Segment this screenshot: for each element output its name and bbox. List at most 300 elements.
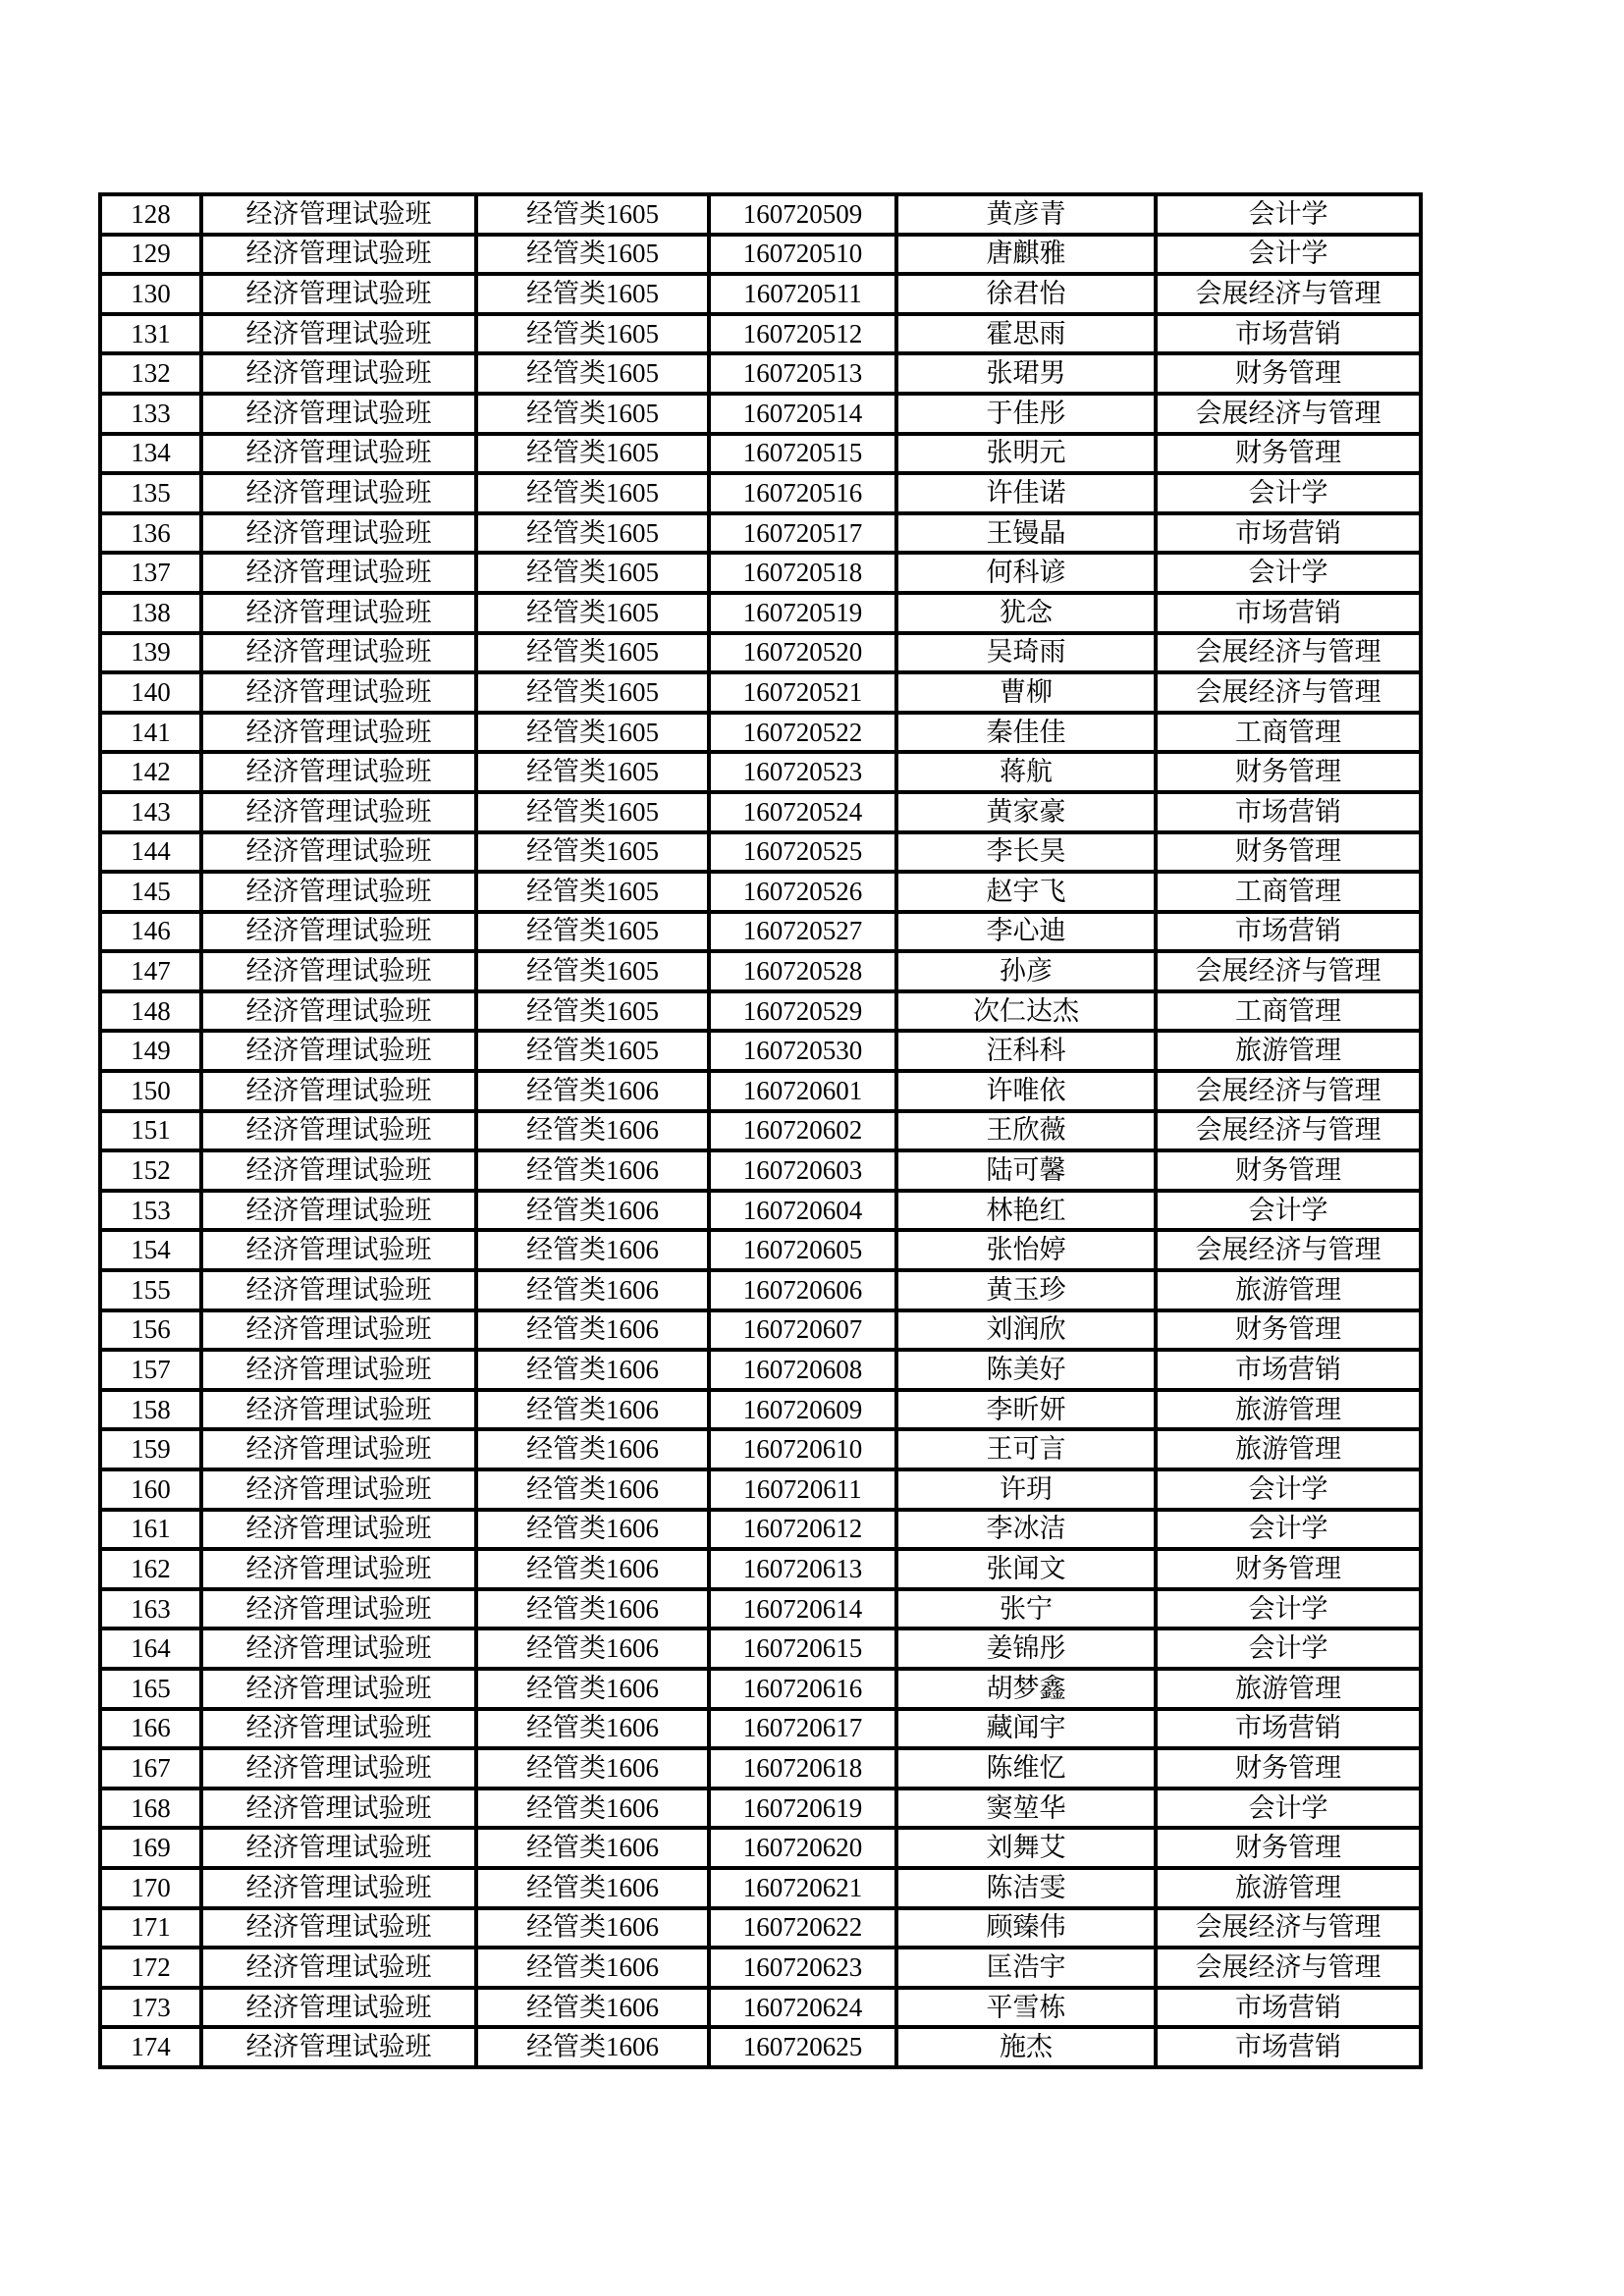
program-cell: 经济管理试验班 xyxy=(201,513,476,554)
student-name-cell: 霍思雨 xyxy=(896,314,1156,354)
table-row xyxy=(100,513,1421,554)
student-name-cell: 王欣薇 xyxy=(896,1111,1156,1151)
student-name-cell: 张宁 xyxy=(896,1589,1156,1629)
table-row xyxy=(100,752,1421,792)
student-name-cell: 张珺男 xyxy=(896,353,1156,394)
student-id-cell: 160720621 xyxy=(709,1868,896,1908)
major-cell: 工商管理 xyxy=(1156,713,1421,753)
table-row xyxy=(100,1510,1421,1550)
program-cell: 经济管理试验班 xyxy=(201,1948,476,1988)
student-id-cell: 160720530 xyxy=(709,1031,896,1071)
program-cell: 经济管理试验班 xyxy=(201,434,476,474)
major-cell: 市场营销 xyxy=(1156,912,1421,952)
major-cell: 会计学 xyxy=(1156,1510,1421,1550)
table-row xyxy=(100,1549,1421,1589)
row-number-cell: 147 xyxy=(100,951,201,991)
student-name-cell: 秦佳佳 xyxy=(896,713,1156,753)
row-number-cell: 152 xyxy=(100,1150,201,1191)
class-cell: 经管类1605 xyxy=(476,633,709,673)
major-cell: 会展经济与管理 xyxy=(1156,672,1421,713)
program-cell: 经济管理试验班 xyxy=(201,1908,476,1949)
table-row xyxy=(100,593,1421,633)
major-cell: 工商管理 xyxy=(1156,991,1421,1032)
program-cell: 经济管理试验班 xyxy=(201,1988,476,2028)
table-row xyxy=(100,473,1421,513)
student-name-cell: 顾臻伟 xyxy=(896,1908,1156,1949)
program-cell: 经济管理试验班 xyxy=(201,752,476,792)
row-number-cell: 139 xyxy=(100,633,201,673)
program-cell: 经济管理试验班 xyxy=(201,872,476,912)
major-cell: 会展经济与管理 xyxy=(1156,1908,1421,1949)
program-cell: 经济管理试验班 xyxy=(201,314,476,354)
student-name-cell: 李心迪 xyxy=(896,912,1156,952)
row-number-cell: 138 xyxy=(100,593,201,633)
student-id-cell: 160720611 xyxy=(709,1469,896,1510)
table-row xyxy=(100,672,1421,713)
major-cell: 市场营销 xyxy=(1156,1350,1421,1390)
student-id-cell: 160720613 xyxy=(709,1549,896,1589)
major-cell: 会展经济与管理 xyxy=(1156,274,1421,314)
row-number-cell: 159 xyxy=(100,1429,201,1469)
student-name-cell: 匡浩宇 xyxy=(896,1948,1156,1988)
class-cell: 经管类1605 xyxy=(476,274,709,314)
table-row xyxy=(100,1469,1421,1510)
student-name-cell: 赵宇飞 xyxy=(896,872,1156,912)
student-name-cell: 陈维忆 xyxy=(896,1748,1156,1789)
major-cell: 旅游管理 xyxy=(1156,1429,1421,1469)
program-cell: 经济管理试验班 xyxy=(201,1350,476,1390)
program-cell: 经济管理试验班 xyxy=(201,2027,476,2067)
table-row xyxy=(100,1948,1421,1988)
student-id-cell: 160720522 xyxy=(709,713,896,753)
table-row xyxy=(100,832,1421,873)
table-row xyxy=(100,1031,1421,1071)
program-cell: 经济管理试验班 xyxy=(201,633,476,673)
major-cell: 会展经济与管理 xyxy=(1156,1071,1421,1111)
class-cell: 经管类1605 xyxy=(476,672,709,713)
row-number-cell: 166 xyxy=(100,1709,201,1749)
major-cell: 旅游管理 xyxy=(1156,1270,1421,1310)
program-cell: 经济管理试验班 xyxy=(201,1589,476,1629)
class-cell: 经管类1606 xyxy=(476,1230,709,1270)
major-cell: 会计学 xyxy=(1156,235,1421,275)
major-cell: 财务管理 xyxy=(1156,1748,1421,1789)
program-cell: 经济管理试验班 xyxy=(201,353,476,394)
row-number-cell: 172 xyxy=(100,1948,201,1988)
major-cell: 会计学 xyxy=(1156,1629,1421,1669)
table-row xyxy=(100,1350,1421,1390)
student-id-cell: 160720615 xyxy=(709,1629,896,1669)
program-cell: 经济管理试验班 xyxy=(201,394,476,434)
student-id-cell: 160720527 xyxy=(709,912,896,952)
program-cell: 经济管理试验班 xyxy=(201,1310,476,1351)
row-number-cell: 161 xyxy=(100,1510,201,1550)
table-row xyxy=(100,991,1421,1032)
student-id-cell: 160720514 xyxy=(709,394,896,434)
row-number-cell: 158 xyxy=(100,1390,201,1430)
student-name-cell: 许唯依 xyxy=(896,1071,1156,1111)
student-name-cell: 蒋航 xyxy=(896,752,1156,792)
table-row xyxy=(100,353,1421,394)
row-number-cell: 164 xyxy=(100,1629,201,1669)
student-id-cell: 160720510 xyxy=(709,235,896,275)
table-row xyxy=(100,314,1421,354)
row-number-cell: 162 xyxy=(100,1549,201,1589)
student-name-cell: 吴琦雨 xyxy=(896,633,1156,673)
program-cell: 经济管理试验班 xyxy=(201,672,476,713)
major-cell: 会计学 xyxy=(1156,1589,1421,1629)
class-cell: 经管类1606 xyxy=(476,1789,709,1829)
student-id-cell: 160720601 xyxy=(709,1071,896,1111)
table-row xyxy=(100,235,1421,275)
program-cell: 经济管理试验班 xyxy=(201,1270,476,1310)
student-name-cell: 王镘晶 xyxy=(896,513,1156,554)
table-row xyxy=(100,1429,1421,1469)
row-number-cell: 154 xyxy=(100,1230,201,1270)
program-cell: 经济管理试验班 xyxy=(201,792,476,832)
student-id-cell: 160720623 xyxy=(709,1948,896,1988)
class-cell: 经管类1606 xyxy=(476,1988,709,2028)
student-name-cell: 汪科科 xyxy=(896,1031,1156,1071)
student-id-cell: 160720624 xyxy=(709,1988,896,2028)
student-name-cell: 陈美好 xyxy=(896,1350,1156,1390)
class-cell: 经管类1606 xyxy=(476,1709,709,1749)
major-cell: 会展经济与管理 xyxy=(1156,1230,1421,1270)
row-number-cell: 143 xyxy=(100,792,201,832)
major-cell: 会计学 xyxy=(1156,473,1421,513)
student-name-cell: 平雪栋 xyxy=(896,1988,1156,2028)
row-number-cell: 130 xyxy=(100,274,201,314)
student-id-cell: 160720616 xyxy=(709,1669,896,1709)
student-name-cell: 于佳彤 xyxy=(896,394,1156,434)
class-cell: 经管类1605 xyxy=(476,593,709,633)
table-row xyxy=(100,1629,1421,1669)
major-cell: 财务管理 xyxy=(1156,1828,1421,1868)
major-cell: 市场营销 xyxy=(1156,1988,1421,2028)
student-id-cell: 160720519 xyxy=(709,593,896,633)
student-id-cell: 160720607 xyxy=(709,1310,896,1351)
row-number-cell: 133 xyxy=(100,394,201,434)
table-row xyxy=(100,872,1421,912)
student-roster-table xyxy=(98,192,1423,2069)
student-id-cell: 160720608 xyxy=(709,1350,896,1390)
class-cell: 经管类1605 xyxy=(476,353,709,394)
table-row xyxy=(100,713,1421,753)
student-id-cell: 160720619 xyxy=(709,1789,896,1829)
program-cell: 经济管理试验班 xyxy=(201,1789,476,1829)
major-cell: 市场营销 xyxy=(1156,792,1421,832)
major-cell: 财务管理 xyxy=(1156,353,1421,394)
major-cell: 市场营销 xyxy=(1156,593,1421,633)
program-cell: 经济管理试验班 xyxy=(201,235,476,275)
program-cell: 经济管理试验班 xyxy=(201,1429,476,1469)
major-cell: 旅游管理 xyxy=(1156,1031,1421,1071)
major-cell: 旅游管理 xyxy=(1156,1390,1421,1430)
row-number-cell: 150 xyxy=(100,1071,201,1111)
program-cell: 经济管理试验班 xyxy=(201,1549,476,1589)
student-id-cell: 160720518 xyxy=(709,553,896,593)
program-cell: 经济管理试验班 xyxy=(201,912,476,952)
table-row xyxy=(100,434,1421,474)
class-cell: 经管类1605 xyxy=(476,792,709,832)
student-name-cell: 藏闻宇 xyxy=(896,1709,1156,1749)
row-number-cell: 149 xyxy=(100,1031,201,1071)
class-cell: 经管类1605 xyxy=(476,912,709,952)
student-name-cell: 曹柳 xyxy=(896,672,1156,713)
row-number-cell: 148 xyxy=(100,991,201,1032)
student-name-cell: 王可言 xyxy=(896,1429,1156,1469)
major-cell: 会展经济与管理 xyxy=(1156,1948,1421,1988)
class-cell: 经管类1606 xyxy=(476,1350,709,1390)
major-cell: 会计学 xyxy=(1156,553,1421,593)
row-number-cell: 163 xyxy=(100,1589,201,1629)
student-id-cell: 160720512 xyxy=(709,314,896,354)
program-cell: 经济管理试验班 xyxy=(201,1191,476,1231)
row-number-cell: 157 xyxy=(100,1350,201,1390)
row-number-cell: 171 xyxy=(100,1908,201,1949)
student-name-cell: 次仁达杰 xyxy=(896,991,1156,1032)
student-id-cell: 160720523 xyxy=(709,752,896,792)
table-row xyxy=(100,633,1421,673)
student-id-cell: 160720612 xyxy=(709,1510,896,1550)
class-cell: 经管类1605 xyxy=(476,951,709,991)
major-cell: 会展经济与管理 xyxy=(1156,1111,1421,1151)
row-number-cell: 146 xyxy=(100,912,201,952)
student-name-cell: 犹念 xyxy=(896,593,1156,633)
major-cell: 会展经济与管理 xyxy=(1156,394,1421,434)
student-name-cell: 唐麒雅 xyxy=(896,235,1156,275)
row-number-cell: 128 xyxy=(100,194,201,235)
row-number-cell: 137 xyxy=(100,553,201,593)
row-number-cell: 169 xyxy=(100,1828,201,1868)
major-cell: 会计学 xyxy=(1156,194,1421,235)
student-name-cell: 何科谚 xyxy=(896,553,1156,593)
class-cell: 经管类1606 xyxy=(476,1270,709,1310)
row-number-cell: 140 xyxy=(100,672,201,713)
row-number-cell: 129 xyxy=(100,235,201,275)
row-number-cell: 151 xyxy=(100,1111,201,1151)
table-row xyxy=(100,1709,1421,1749)
table-row xyxy=(100,792,1421,832)
table-row xyxy=(100,1789,1421,1829)
class-cell: 经管类1605 xyxy=(476,991,709,1032)
major-cell: 会展经济与管理 xyxy=(1156,633,1421,673)
program-cell: 经济管理试验班 xyxy=(201,832,476,873)
student-id-cell: 160720517 xyxy=(709,513,896,554)
row-number-cell: 168 xyxy=(100,1789,201,1829)
student-name-cell: 李冰洁 xyxy=(896,1510,1156,1550)
class-cell: 经管类1606 xyxy=(476,1191,709,1231)
student-name-cell: 黄家豪 xyxy=(896,792,1156,832)
student-id-cell: 160720524 xyxy=(709,792,896,832)
student-id-cell: 160720529 xyxy=(709,991,896,1032)
program-cell: 经济管理试验班 xyxy=(201,1709,476,1749)
program-cell: 经济管理试验班 xyxy=(201,951,476,991)
table-row xyxy=(100,1908,1421,1949)
student-name-cell: 刘润欣 xyxy=(896,1310,1156,1351)
student-id-cell: 160720526 xyxy=(709,872,896,912)
class-cell: 经管类1606 xyxy=(476,1310,709,1351)
program-cell: 经济管理试验班 xyxy=(201,1071,476,1111)
class-cell: 经管类1605 xyxy=(476,553,709,593)
program-cell: 经济管理试验班 xyxy=(201,1150,476,1191)
major-cell: 旅游管理 xyxy=(1156,1868,1421,1908)
student-name-cell: 刘舞艾 xyxy=(896,1828,1156,1868)
row-number-cell: 167 xyxy=(100,1748,201,1789)
program-cell: 经济管理试验班 xyxy=(201,991,476,1032)
class-cell: 经管类1606 xyxy=(476,1390,709,1430)
student-name-cell: 林艳红 xyxy=(896,1191,1156,1231)
row-number-cell: 156 xyxy=(100,1310,201,1351)
major-cell: 市场营销 xyxy=(1156,2027,1421,2067)
program-cell: 经济管理试验班 xyxy=(201,1031,476,1071)
class-cell: 经管类1605 xyxy=(476,513,709,554)
class-cell: 经管类1606 xyxy=(476,2027,709,2067)
class-cell: 经管类1606 xyxy=(476,1908,709,1949)
row-number-cell: 170 xyxy=(100,1868,201,1908)
student-id-cell: 160720513 xyxy=(709,353,896,394)
student-name-cell: 黄彦青 xyxy=(896,194,1156,235)
row-number-cell: 142 xyxy=(100,752,201,792)
major-cell: 财务管理 xyxy=(1156,1549,1421,1589)
class-cell: 经管类1605 xyxy=(476,752,709,792)
class-cell: 经管类1606 xyxy=(476,1549,709,1589)
program-cell: 经济管理试验班 xyxy=(201,1390,476,1430)
table-row xyxy=(100,1270,1421,1310)
student-name-cell: 姜锦彤 xyxy=(896,1629,1156,1669)
class-cell: 经管类1606 xyxy=(476,1589,709,1629)
row-number-cell: 144 xyxy=(100,832,201,873)
row-number-cell: 135 xyxy=(100,473,201,513)
table-row xyxy=(100,1669,1421,1709)
student-id-cell: 160720614 xyxy=(709,1589,896,1629)
major-cell: 市场营销 xyxy=(1156,513,1421,554)
major-cell: 会展经济与管理 xyxy=(1156,951,1421,991)
table-row xyxy=(100,1748,1421,1789)
student-name-cell: 陈洁雯 xyxy=(896,1868,1156,1908)
class-cell: 经管类1606 xyxy=(476,1629,709,1669)
table-row xyxy=(100,1191,1421,1231)
program-cell: 经济管理试验班 xyxy=(201,1748,476,1789)
major-cell: 会计学 xyxy=(1156,1789,1421,1829)
class-cell: 经管类1606 xyxy=(476,1868,709,1908)
student-name-cell: 窦堃华 xyxy=(896,1789,1156,1829)
table-row xyxy=(100,1589,1421,1629)
student-name-cell: 施杰 xyxy=(896,2027,1156,2067)
table-row xyxy=(100,1230,1421,1270)
major-cell: 财务管理 xyxy=(1156,752,1421,792)
major-cell: 市场营销 xyxy=(1156,314,1421,354)
student-name-cell: 黄玉珍 xyxy=(896,1270,1156,1310)
row-number-cell: 165 xyxy=(100,1669,201,1709)
class-cell: 经管类1605 xyxy=(476,872,709,912)
row-number-cell: 134 xyxy=(100,434,201,474)
major-cell: 财务管理 xyxy=(1156,1310,1421,1351)
row-number-cell: 132 xyxy=(100,353,201,394)
program-cell: 经济管理试验班 xyxy=(201,274,476,314)
student-id-cell: 160720520 xyxy=(709,633,896,673)
class-cell: 经管类1606 xyxy=(476,1828,709,1868)
table-row xyxy=(100,1390,1421,1430)
class-cell: 经管类1605 xyxy=(476,434,709,474)
student-name-cell: 张怡婷 xyxy=(896,1230,1156,1270)
class-cell: 经管类1605 xyxy=(476,194,709,235)
student-id-cell: 160720604 xyxy=(709,1191,896,1231)
table-row xyxy=(100,194,1421,235)
program-cell: 经济管理试验班 xyxy=(201,1510,476,1550)
table-row xyxy=(100,1071,1421,1111)
student-id-cell: 160720606 xyxy=(709,1270,896,1310)
class-cell: 经管类1606 xyxy=(476,1429,709,1469)
row-number-cell: 145 xyxy=(100,872,201,912)
class-cell: 经管类1606 xyxy=(476,1948,709,1988)
class-cell: 经管类1605 xyxy=(476,713,709,753)
student-id-cell: 160720609 xyxy=(709,1390,896,1430)
student-name-cell: 张闻文 xyxy=(896,1549,1156,1589)
row-number-cell: 173 xyxy=(100,1988,201,2028)
student-name-cell: 张明元 xyxy=(896,434,1156,474)
student-name-cell: 徐君怡 xyxy=(896,274,1156,314)
student-id-cell: 160720525 xyxy=(709,832,896,873)
program-cell: 经济管理试验班 xyxy=(201,1230,476,1270)
program-cell: 经济管理试验班 xyxy=(201,593,476,633)
student-id-cell: 160720625 xyxy=(709,2027,896,2067)
program-cell: 经济管理试验班 xyxy=(201,1828,476,1868)
program-cell: 经济管理试验班 xyxy=(201,553,476,593)
table-row xyxy=(100,1150,1421,1191)
table-row xyxy=(100,394,1421,434)
table-row xyxy=(100,1111,1421,1151)
student-id-cell: 160720610 xyxy=(709,1429,896,1469)
program-cell: 经济管理试验班 xyxy=(201,713,476,753)
student-name-cell: 李昕妍 xyxy=(896,1390,1156,1430)
student-name-cell: 许玥 xyxy=(896,1469,1156,1510)
student-id-cell: 160720622 xyxy=(709,1908,896,1949)
class-cell: 经管类1606 xyxy=(476,1111,709,1151)
student-id-cell: 160720509 xyxy=(709,194,896,235)
major-cell: 财务管理 xyxy=(1156,832,1421,873)
table-row xyxy=(100,1868,1421,1908)
major-cell: 财务管理 xyxy=(1156,1150,1421,1191)
student-name-cell: 李长昊 xyxy=(896,832,1156,873)
row-number-cell: 160 xyxy=(100,1469,201,1510)
student-name-cell: 胡梦鑫 xyxy=(896,1669,1156,1709)
class-cell: 经管类1605 xyxy=(476,473,709,513)
major-cell: 工商管理 xyxy=(1156,872,1421,912)
class-cell: 经管类1605 xyxy=(476,832,709,873)
student-id-cell: 160720528 xyxy=(709,951,896,991)
major-cell: 会计学 xyxy=(1156,1469,1421,1510)
table-row xyxy=(100,1988,1421,2028)
class-cell: 经管类1606 xyxy=(476,1510,709,1550)
student-id-cell: 160720511 xyxy=(709,274,896,314)
class-cell: 经管类1605 xyxy=(476,1031,709,1071)
class-cell: 经管类1606 xyxy=(476,1150,709,1191)
program-cell: 经济管理试验班 xyxy=(201,473,476,513)
student-id-cell: 160720516 xyxy=(709,473,896,513)
class-cell: 经管类1606 xyxy=(476,1669,709,1709)
student-id-cell: 160720620 xyxy=(709,1828,896,1868)
roster-body xyxy=(100,194,1421,2067)
student-id-cell: 160720618 xyxy=(709,1748,896,1789)
student-id-cell: 160720515 xyxy=(709,434,896,474)
row-number-cell: 131 xyxy=(100,314,201,354)
row-number-cell: 141 xyxy=(100,713,201,753)
major-cell: 财务管理 xyxy=(1156,434,1421,474)
table-row xyxy=(100,1828,1421,1868)
program-cell: 经济管理试验班 xyxy=(201,1111,476,1151)
table-row xyxy=(100,274,1421,314)
